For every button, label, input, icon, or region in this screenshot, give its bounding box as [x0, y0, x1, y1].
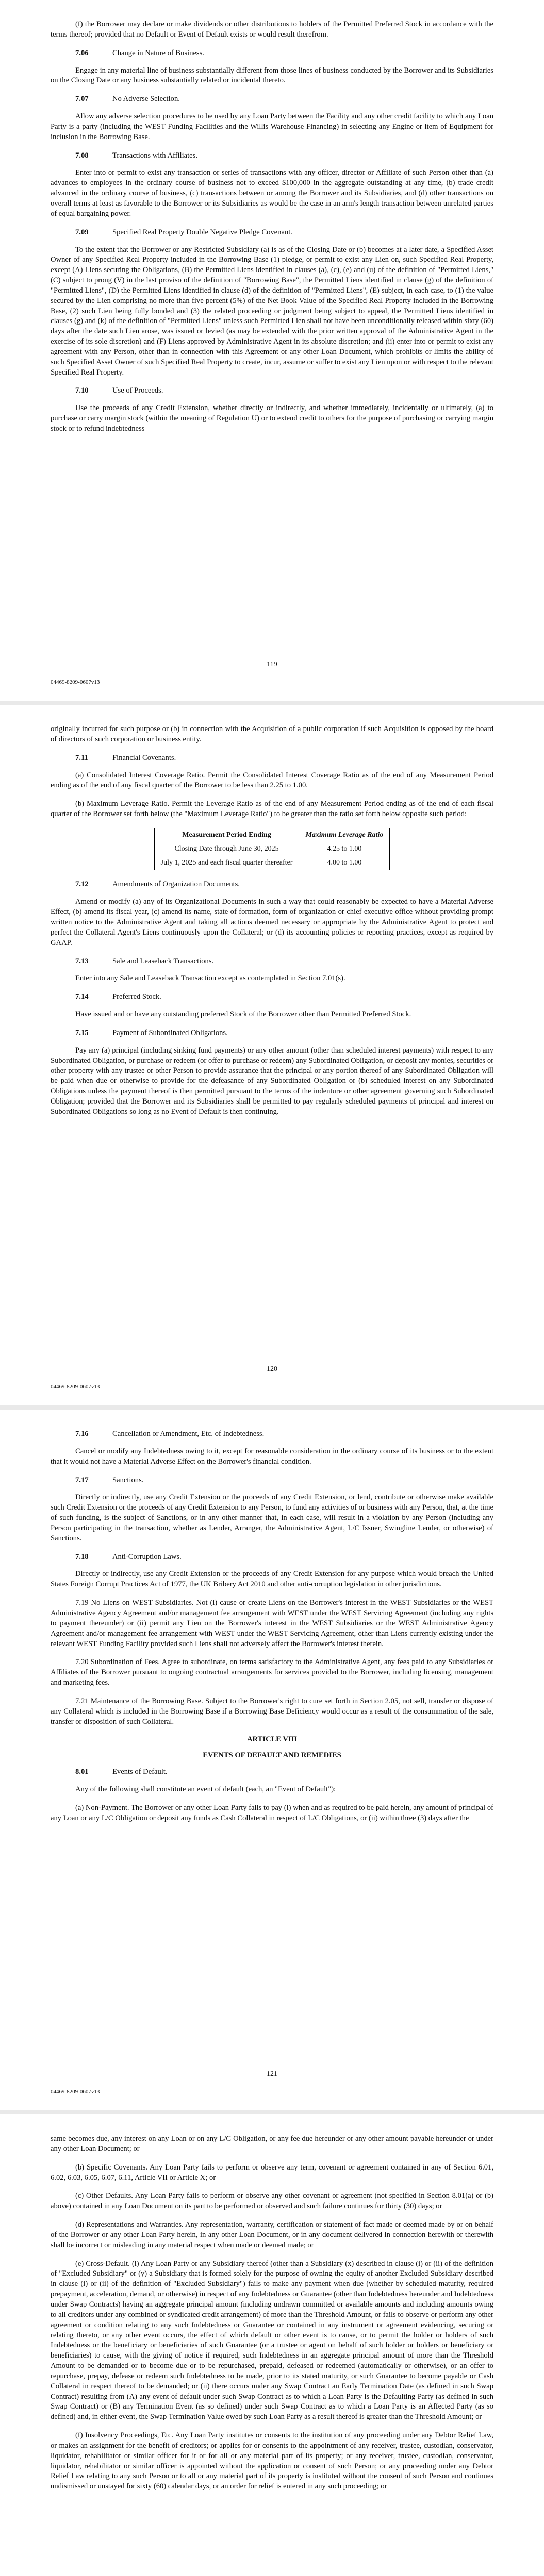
- document-page-122: [0, 2114, 544, 2576]
- section-heading: [75, 879, 493, 890]
- document-page-119: [0, 0, 544, 701]
- section-number: 7.17: [75, 1476, 89, 1484]
- section-heading: [75, 386, 493, 396]
- section-title: Transactions with Affiliates.: [112, 151, 197, 160]
- section-heading: [75, 1767, 493, 1777]
- document-page-120: [0, 705, 544, 1405]
- paragraph: Enter into any Sale and Leaseback Transaction except as contemplated in Section 7.01(s).: [75, 974, 345, 983]
- section-number: 7.15: [75, 1028, 89, 1037]
- section-title: No Adverse Selection.: [112, 95, 180, 104]
- paragraph: Directly or indirectly, use any Credit Extension or the proceeds of any Credit Extension for any purpose which would breach the United States Foreign Corrupt Practices Act of 1977, the UK Bribery Act 2010 and other anti-corruption legislation in other jurisdictions.: [51, 1570, 493, 1589]
- section-heading: [75, 957, 493, 967]
- section-number: 7.07: [75, 95, 89, 104]
- paragraph: (b) Specific Covenants. Any Loan Party fails to perform or observe any term, covenant or agreement contained in any of Section 6.01, 6.02, 6.03, 6.05, 6.07, 6.11, Article VII or Article X; or: [51, 2163, 493, 2182]
- paragraph: originally incurred for such purpose or (b) in connection with the Acquisition of a public corporation if such Acquisition is opposed by the board of directors of such corporation or business entity.: [51, 725, 493, 743]
- paragraph: 7.19 No Liens on WEST Subsidiaries. Not (i) cause or create Liens on the Borrower's interest in the WEST Subsidiaries or the WEST Administrative Agency Agreement and/or management fee arrangement with WEST under the WEST Servicing Agreement (including any rights to payment thereunder) or (ii) permit any Lien on the Borrower's interest in the WEST Subsidiaries or the WEST Administrative Agency Agreement and/or management fee arrangement with WEST under the WEST Servicing Agreement, other than Liens currently existing under the relevant WEST Funding Facility provided such Liens shall not adversely affect the Borrower's interest therein.: [51, 1599, 493, 1648]
- article-heading: EVENTS OF DEFAULT AND REMEDIES: [203, 1751, 341, 1760]
- section-number: 7.16: [75, 1430, 89, 1438]
- paragraph: Have issued and or have any outstanding preferred Stock of the Borrower other than Permitted Preferred Stock.: [75, 1010, 411, 1019]
- table-header-period: Measurement Period Ending: [154, 828, 299, 842]
- document-id-footer: 04469-8209-0607v13: [51, 679, 100, 685]
- section-title: Financial Covenants.: [112, 753, 176, 762]
- document-id-footer: 04469-8209-0607v13: [51, 1384, 100, 1390]
- article-heading: ARTICLE VIII: [247, 1735, 297, 1744]
- paragraph: Pay any (a) principal (including sinking fund payments) or any other amount (other than scheduled interest payments) with respect to any Subordinated Obligation, or purchase or redeem (or offer to purchase or redeem) any Subordinated Obligation, or deposit any monies, securities or other property with any trustee or other Person to provide assurance that the principal or any portion thereof of any Subordinated Obligation will be paid when due or otherwise to provide for the defeasance of any Subordinated Obligation or (b) scheduled interest on any Subordinated Obligations unless the payment thereof is then permitted pursuant to the terms of the indenture or other agreement governing such Subordinated Obligation; provided that the Borrower and its Subsidiaries shall be permitted to pay regularly scheduled payments of principal and interest on Subordinated Obligations so long as no Event of Default is then continuing.: [51, 1046, 493, 1116]
- paragraph: Directly or indirectly, use any Credit Extension or the proceeds of any Credit Extension, or lend, contribute or otherwise make available such Credit Extension or the proceeds of any Credit Extension to any Person, to fund any activities of or business with any Person, that, at the time of such funding, is the subject of Sanctions, or in any other manner that, in each case, will result in a violation by any Person (including any Person participating in the transaction, whether as Lender, Arranger, the Administrative Agent, L/C Issuer, Swingline Lender, or otherwise) of Sanctions.: [51, 1493, 493, 1543]
- section-heading: [75, 992, 493, 1003]
- section-number: 7.10: [75, 386, 89, 395]
- paragraph: (a) Non-Payment. The Borrower or any other Loan Party fails to pay (i) when and as required to be paid herein, any amount of principal of any Loan or any L/C Obligation or deposit any funds as Cash Collateral in respect of L/C Obligations, or (ii) within three (3) days after the: [51, 1804, 493, 1822]
- section-title: Sanctions.: [112, 1476, 144, 1484]
- section-number: 7.14: [75, 993, 89, 1002]
- section-heading: [75, 228, 493, 238]
- section-number: 7.12: [75, 880, 89, 889]
- paragraph: Use the proceeds of any Credit Extension, whether directly or indirectly, and whether immediately, incidentally or ultimately, (a) to purchase or carry margin stock (within the meaning of Regulation U) or to extend credit to others for the purpose of purchasing or carrying margin stock or to refund indebtedness: [51, 404, 493, 433]
- section-title: Sale and Leaseback Transactions.: [112, 957, 214, 965]
- page-number: 121: [267, 2070, 277, 2078]
- section-title: Payment of Subordinated Obligations.: [112, 1028, 228, 1037]
- page-body: [51, 724, 493, 1117]
- page-number: 120: [267, 1365, 277, 1373]
- page-body: [51, 1429, 493, 1824]
- section-heading: [75, 1552, 493, 1563]
- section-title: Anti-Corruption Laws.: [112, 1552, 182, 1561]
- paragraph: Allow any adverse selection procedures to be used by any Loan Party between the Facility and any other credit facility to which any Loan Party is a party (including the WEST Funding Facilities and the Willis Warehouse Financing) in selecting any Engine or item of Equipment for inclusion in the Borrowing Base.: [51, 112, 493, 141]
- section-title: Preferred Stock.: [112, 993, 161, 1002]
- paragraph: same becomes due, any interest on any Loan or on any L/C Obligation, or any fee due hereunder or any other amount payable hereunder or under any other Loan Document; or: [51, 2134, 493, 2153]
- section-number: 8.01: [75, 1768, 89, 1776]
- section-number: 7.11: [75, 753, 88, 762]
- section-title: Specified Real Property Double Negative Pledge Covenant.: [112, 228, 292, 236]
- paragraph: 7.20 Subordination of Fees. Agree to subordinate, on terms satisfactory to the Administrative Agent, any fees paid to any Subsidiaries or Affiliates of the Borrower pursuant to ongoing contractual arrangements for services provided to the Borrower, including licensing, management and marketing fees.: [51, 1658, 493, 1687]
- table-cell-period: Closing Date through June 30, 2025: [154, 842, 299, 856]
- page-body: [51, 20, 493, 434]
- section-heading: [75, 151, 493, 161]
- paragraph: Engage in any material line of business substantially different from those lines of business conducted by the Borrower and its Subsidiaries on the Closing Date or any business substantially related or incidental thereto.: [51, 66, 493, 85]
- section-number: 7.13: [75, 957, 89, 965]
- paragraph: Cancel or modify any Indebtedness owing to it, except for reasonable consideration in the ordinary course of its business or to the extent that it would not have a Material Adverse Effect on the Borrower's financial condition.: [51, 1447, 493, 1466]
- section-number: 7.06: [75, 48, 89, 57]
- section-heading: [75, 1028, 493, 1039]
- paragraph: To the extent that the Borrower or any Restricted Subsidiary (a) is as of the Closing Date or (b) becomes at a later date, a Specified Asset Owner of any Specified Real Property included in the Borrowing Base (1) pledge, or permit to exist any Lien on, such Specified Real Property, except (A) Liens securing the Obligations, (B) the Permitted Liens identified in clauses (a), (c), (e) and (u) of the definition of "Permitted Liens," (C) subject to prong (V) in the last proviso of the definition of "Borrowing Base", the Permitted Liens identified in clause (g) of the definition of "Permitted Liens", (D) the Permitted Liens identified in clause (d) of the definition of "Permitted Liens", (E) subject, in each case, to (1) the value secured by the Lien comprising no more than five percent (5%) of the Net Book Value of the Specified Real Property included in the Borrowing Base, (2) such Lien being fully bonded and (3) the related proceeding or judgment being subject to appeal, the Permitted Liens identified in clauses (g) and (k) of the definition of "Permitted Liens" unless such Permitted Lien shall not have been unconditionally released within sixty (60) days after the date such Lien arose, was issued or levied (as may be extended with the prior written approval of the Administrative Agent in the exercise of its sole discretion) and (F) Liens approved by Administrative Agent in its absolute discretion; and (ii) enter into or permit to exist any agreement with any Person, other than in connection with this Agreement or any other Loan Document, which prohibits or limits the ability of such Specified Asset Owner of such Specified Real Property to create, incur, assume or suffer to exist any Lien upon or with respect to the relevant Specified Real Property.: [51, 245, 493, 377]
- document-id-footer: 04469-8209-0607v13: [51, 2089, 100, 2095]
- paragraph: Enter into or permit to exist any transaction or series of transactions with any officer, director or Affiliate of such Person other than (a) advances to employees in the ordinary course of business not to exceed $100,000 in the aggregate outstanding at any time, (b) trade credit advanced in the ordinary course of business, (c) transactions between or among the Borrower and its Subsidiaries, and (d) other transactions on overall terms at least as favorable to the Borrower or its Subsidiaries as would be the case in an arm's length transaction between unrelated parties of equal bargaining power.: [51, 168, 493, 218]
- table-cell-ratio: 4.00 to 1.00: [299, 856, 390, 870]
- document-page-121: [0, 1410, 544, 2110]
- leverage-ratio-table: [154, 828, 390, 871]
- section-heading: [75, 1476, 493, 1486]
- paragraph: (a) Consolidated Interest Coverage Ratio. Permit the Consolidated Interest Coverage Ratio as of the end of any Measurement Period ending as of the end of any fiscal quarter of the Borrower to be less than 2.25 to 1.00.: [51, 771, 493, 790]
- section-title: Cancellation or Amendment, Etc. of Indebtedness.: [112, 1430, 265, 1438]
- section-heading: [75, 753, 493, 764]
- paragraph: (b) Maximum Leverage Ratio. Permit the Leverage Ratio as of the end of any Measurement Period ending as of the end of each fiscal quarter of the Borrower set forth below (the "Maximum Leverage Ratio") to be greater than the ratio set forth below opposite such period:: [51, 800, 493, 819]
- section-heading: [75, 48, 493, 59]
- table-cell-ratio: 4.25 to 1.00: [299, 842, 390, 856]
- section-heading: [75, 1429, 493, 1439]
- paragraph: Any of the following shall constitute an event of default (each, an "Event of Default"):: [75, 1785, 336, 1794]
- page-number: 119: [267, 660, 277, 668]
- page-body: [51, 2134, 493, 2492]
- paragraph: (e) Cross-Default. (i) Any Loan Party or any Subsidiary thereof (other than a Subsidiary (x) described in clause (i) or (ii) of the definition of "Excluded Subsidiary" or (y) a Subsidiary that is formed solely for the purpose of owning the equity of another Excluded Subsidiary described in clause (i) or (ii) of the definition of "Excluded Subsidiary") fails to make any payment when due (whether by scheduled maturity, required prepayment, acceleration, demand, or otherwise) in respect of any Indebtedness or Guarantee (other than Indebtedness hereunder and Indebtedness under Swap Contracts) having an aggregate principal amount (including undrawn committed or available amounts and including amounts owing to all creditors under any combined or syndicated credit arrangement) of more than the Threshold Amount, or fails to observe or perform any other agreement or condition relating to any such Indebtedness or Guarantee or contained in any instrument or agreement evidencing, securing or relating thereto, or any other event occurs, the effect of which default or other event is to cause, or to permit the holder or holders of such Indebtedness or the beneficiary or beneficiaries of such Guarantee (or a trustee or agent on behalf of such holder or holders or beneficiary or beneficiaries) to cause, with the giving of notice if required, such Indebtedness in an aggregate principal amount of more than the Threshold Amount to be demanded or to become due or to be repurchased, prepaid, defeased or redeemed (automatically or otherwise), or an offer to repurchase, prepay, defease or redeem such Indebtedness to be made, prior to its stated maturity, or such Guarantee to become payable or Cash Collateral in respect thereof to be demanded; or (ii) there occurs under any Swap Contract an Early Termination Date (as defined in such Swap Contract) resulting from (A) any event of default under such Swap Contract as to which a Loan Party is the Defaulting Party (as defined in such Swap Contract) or (B) any Termination Event (as so defined) under such Swap Contract as to which a Loan Party is an Affected Party (as so defined) and, in either event, the Swap Termination Value owed by such Loan Party as a result thereof is greater than the Threshold Amount; or: [51, 2259, 493, 2421]
- section-heading: [75, 94, 493, 105]
- section-number: 7.09: [75, 228, 89, 236]
- paragraph: (d) Representations and Warranties. Any representation, warranty, certification or statement of fact made or deemed made by or on behalf of the Borrower or any other Loan Party herein, in any other Loan Document, or in any document delivered in connection herewith or therewith shall be incorrect or misleading in any material respect when made or deemed made; or: [51, 2221, 493, 2249]
- paragraph: Amend or modify (a) any of its Organizational Documents in such a way that could reasonably be expected to have a Material Adverse Effect, (b) amend its fiscal year, (c) amend its name, state of formation, form of organization or chief executive office without providing prompt written notice to the Administrative Agent and taking all actions deemed necessary or appropriate by the Administrative Agent to protect and perfect the Collateral Agent's Liens continuously upon the Collateral; or (d) its accounting policies or reporting practices, except as required by GAAP.: [51, 897, 493, 947]
- section-number: 7.08: [75, 151, 89, 160]
- section-title: Amendments of Organization Documents.: [112, 880, 240, 889]
- table-header-ratio: Maximum Leverage Ratio: [299, 828, 390, 842]
- section-number: 7.18: [75, 1552, 89, 1561]
- paragraph: (f) Insolvency Proceedings, Etc. Any Loan Party institutes or consents to the institution of any proceeding under any Debtor Relief Law, or makes an assignment for the benefit of creditors; or applies for or consents to the appointment of any receiver, trustee, custodian, conservator, liquidator, rehabilitator or similar officer for it or for all or any material part of its property; or any receiver, trustee, custodian, conservator, liquidator, rehabilitator or similar officer is appointed without the application or consent of such Person; or any proceeding under any Debtor Relief Law relating to any such Person or to all or any material part of its property is instituted without the consent of such Person and continues undismissed or unstayed for sixty (60) calendar days, or an order for relief is entered in any such proceeding; or: [51, 2431, 493, 2491]
- paragraph: 7.21 Maintenance of the Borrowing Base. Subject to the Borrower's right to cure set forth in Section 2.05, not sell, transfer or dispose of any Collateral which is included in the Borrowing Base if a Borrowing Base Deficiency would occur as a result of the consummation of the sale, transfer or disposition of such Collateral.: [51, 1697, 493, 1726]
- section-title: Use of Proceeds.: [112, 386, 163, 395]
- section-title: Events of Default.: [112, 1768, 168, 1776]
- section-title: Change in Nature of Business.: [112, 48, 204, 57]
- table-row: [154, 842, 390, 856]
- paragraph: (c) Other Defaults. Any Loan Party fails to perform or observe any other covenant or agreement (not specified in Section 8.01(a) or (b) above) contained in any Loan Document on its part to be performed or observed and such failure continues for thirty (30) days; or: [51, 2192, 493, 2211]
- table-cell-period: July 1, 2025 and each fiscal quarter thereafter: [154, 856, 299, 870]
- paragraph: (f) the Borrower may declare or make dividends or other distributions to holders of the Permitted Preferred Stock in accordance with the terms thereof; provided that no Default or Event of Default exists or would result therefrom.: [51, 20, 493, 39]
- table-row: [154, 856, 390, 870]
